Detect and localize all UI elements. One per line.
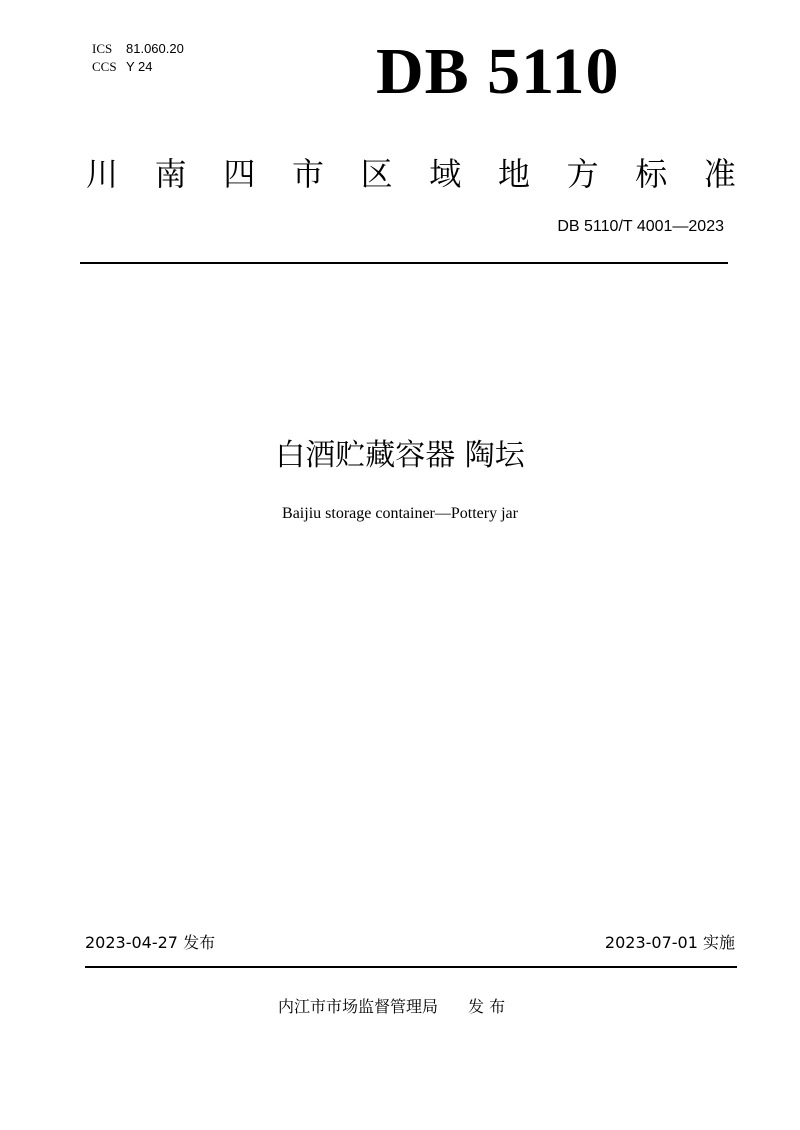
ics-value: 81.060.20	[126, 41, 184, 56]
title-char: 南	[154, 155, 187, 193]
title-char: 地	[497, 155, 530, 193]
ccs-value: Y 24	[126, 59, 153, 74]
ics-row	[92, 40, 184, 58]
title-char: 域	[429, 155, 462, 193]
publish-date: 2023-04-27 发布	[85, 933, 216, 952]
classification-codes	[92, 40, 184, 76]
title-char: 方	[566, 155, 599, 193]
title-char: 区	[360, 155, 393, 193]
title-char: 市	[291, 155, 324, 193]
bottom-divider	[85, 966, 737, 968]
ccs-row	[92, 58, 184, 76]
issuer-line	[278, 996, 505, 1018]
document-title-cn: 白酒贮藏容器 陶坛	[275, 438, 525, 473]
issuer-name: 内江市市场监督管理局	[278, 997, 439, 1016]
standard-category-title	[86, 152, 736, 196]
implement-date: 2023-07-01 实施	[604, 933, 735, 952]
db-logo: DB 5110	[376, 35, 620, 108]
standard-number: DB 5110/T 4001—2023	[557, 218, 724, 235]
title-char: 四	[223, 155, 256, 193]
issue-label: 发 布	[468, 997, 506, 1016]
top-divider	[80, 262, 728, 264]
document-title-en: Baijiu storage container—Pottery jar	[282, 505, 518, 522]
title-char: 川	[86, 155, 119, 193]
ccs-label: CCS	[92, 59, 117, 74]
title-char: 准	[703, 155, 736, 193]
dates-row	[85, 932, 735, 954]
ics-label: ICS	[92, 41, 113, 56]
title-char: 标	[635, 155, 668, 193]
